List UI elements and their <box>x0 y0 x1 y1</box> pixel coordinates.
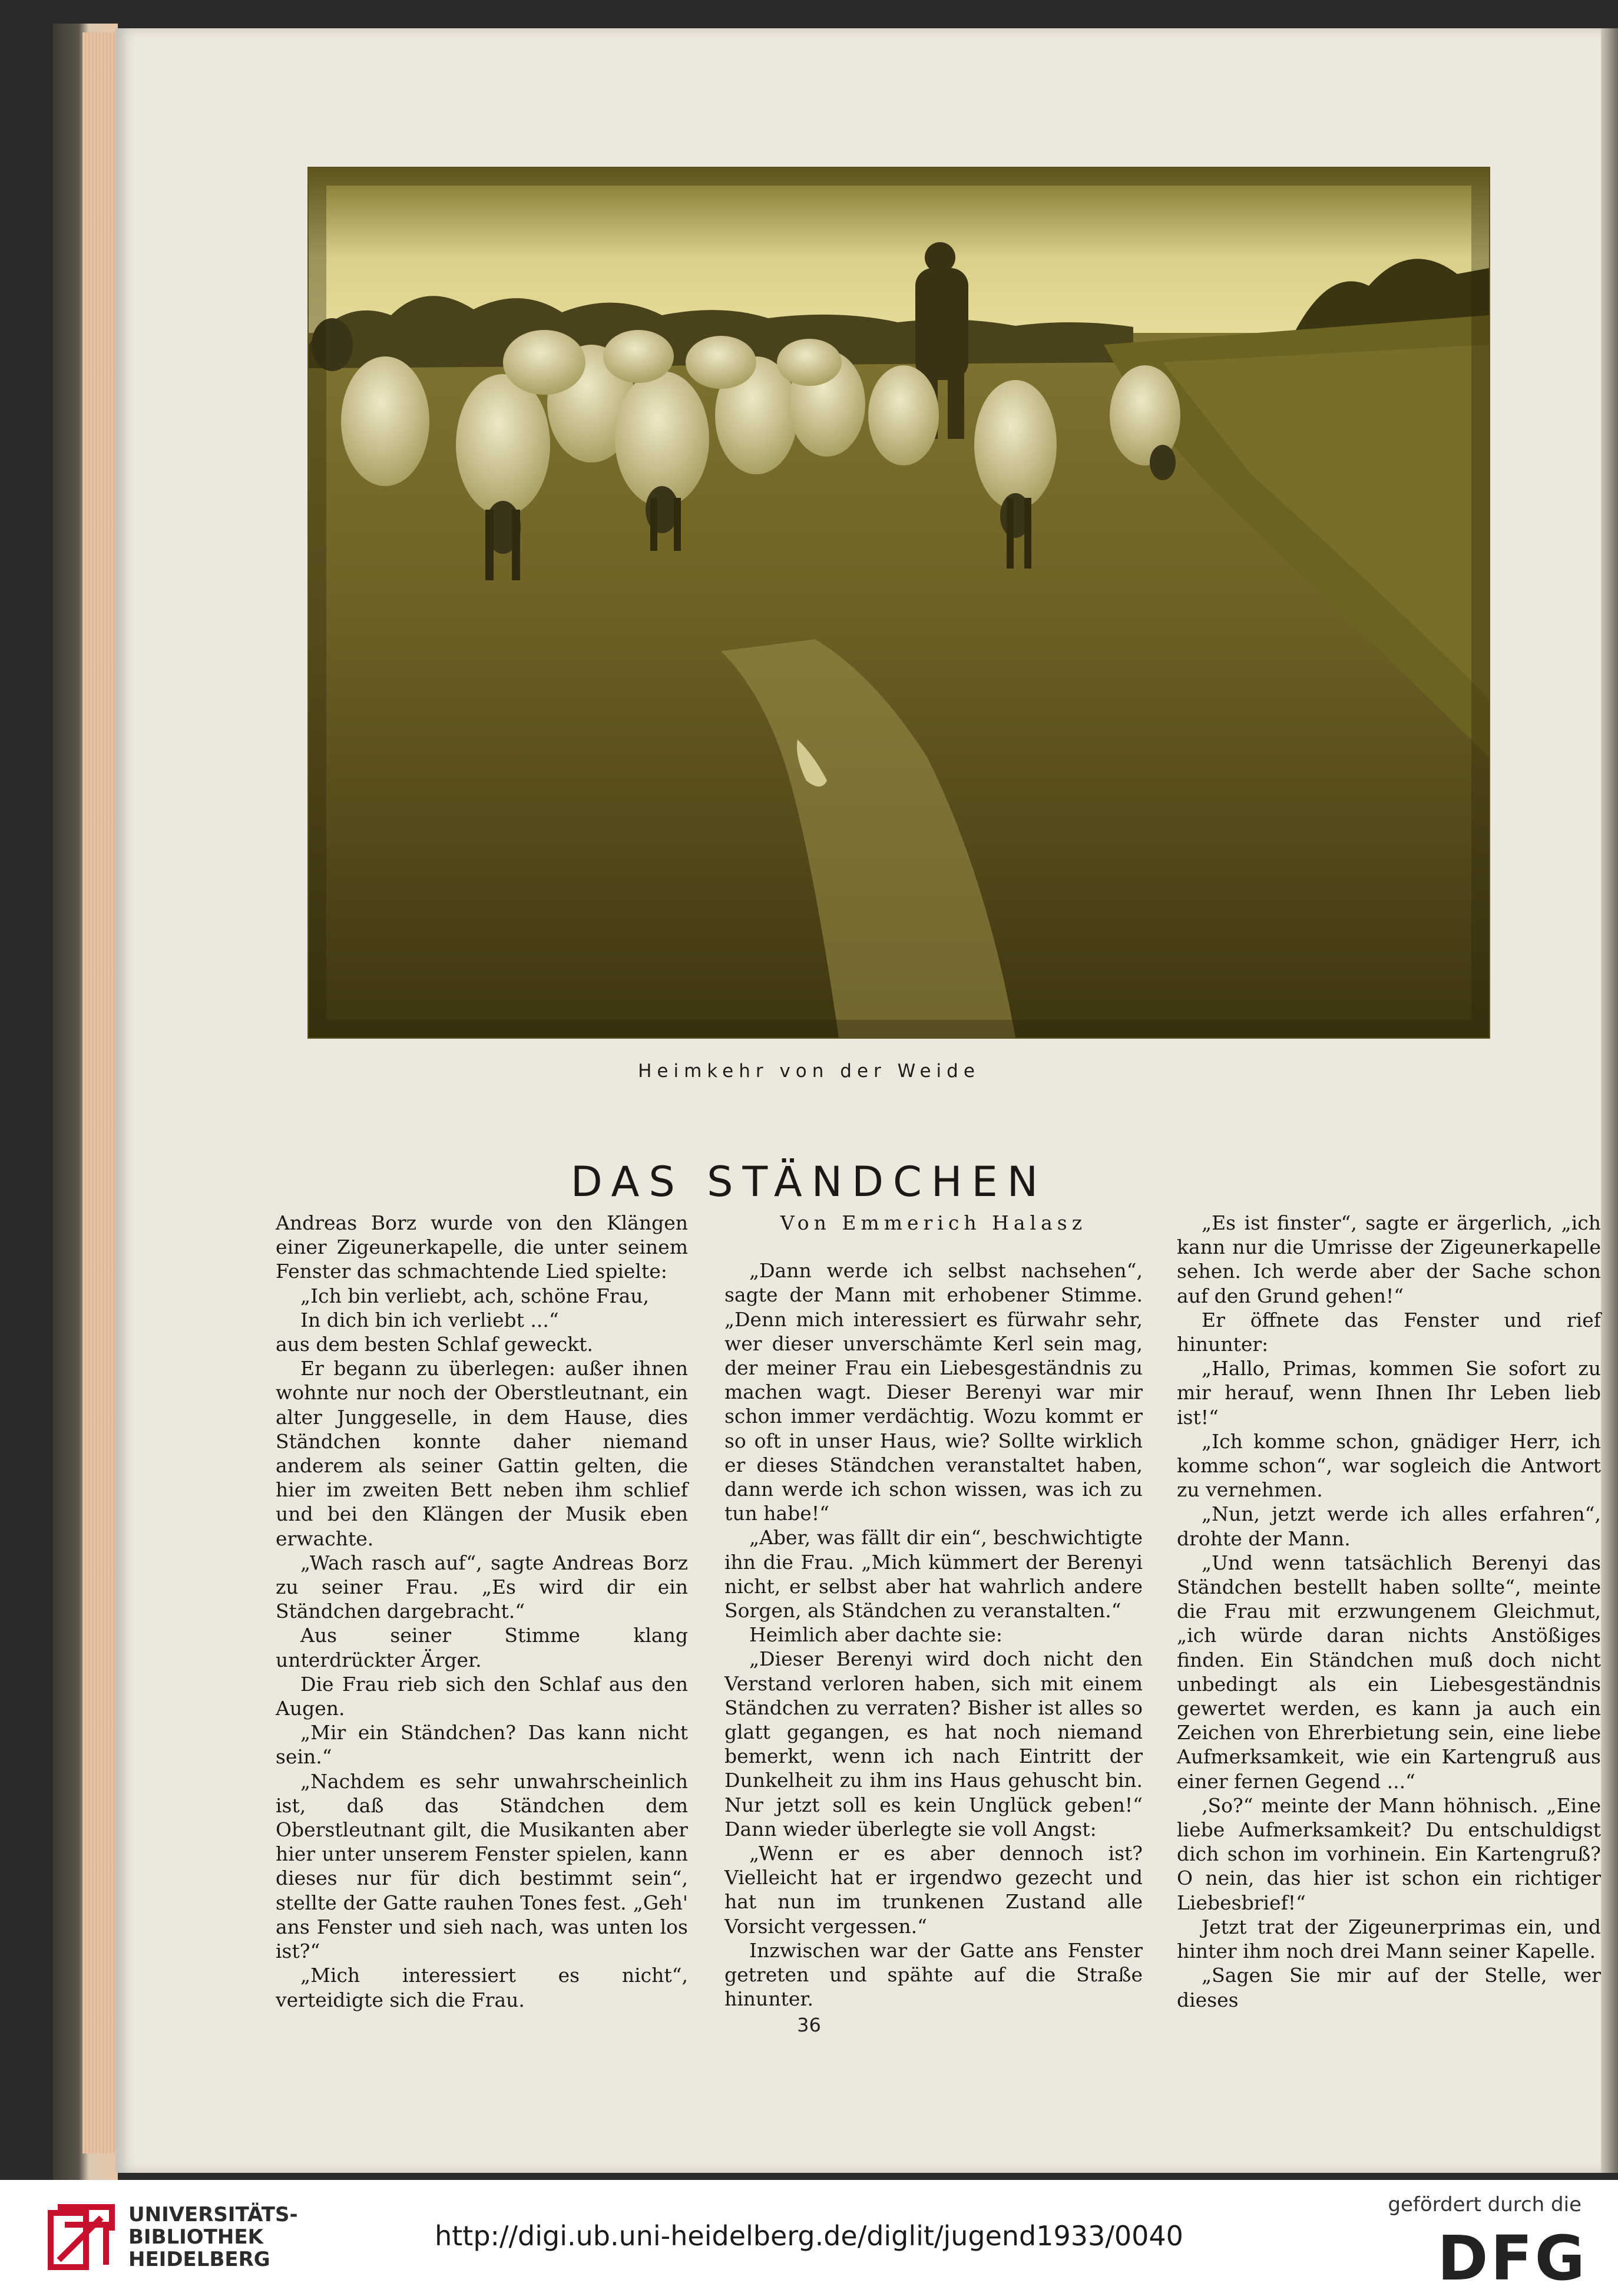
paragraph: „Aber, was fällt dir ein“, beschwichtigte ihn die Frau. „Mich kümmert der Berenyi nicht, er selbst aber hat wahrlich andere Sorgen, als Ständchen zu veranstalten.“ <box>724 1526 1143 1623</box>
paragraph: „Und wenn tatsächlich Berenyi das Ständchen bestellt haben sollte“, meinte die Frau mit erzwungenem Gleichmut, „ich würde daran nichts Anstößiges finden. Ein Ständchen muß doch nicht unbedingt als ein Liebesgeständnis gewertet werden, es kann ja auch ein Zeichen von Ehrerbietung sein, eine liebe Aufmerksamkeit, wie ein Kartengruß aus einer fernen Gegend ...“ <box>1177 1551 1601 1793</box>
paragraph: Aus seiner Stimme klang unterdrückter Ärger. <box>276 1624 688 1671</box>
library-line: HEIDELBERG <box>128 2248 270 2271</box>
library-line: UNIVERSITÄTS- <box>128 2203 298 2226</box>
paragraph: „Sagen Sie mir auf der Stelle, wer dieses <box>1177 1964 1601 2011</box>
paragraph: Er begann zu überlegen: außer ihnen wohnte nur noch der Oberstleutnant, ein alter Junggeselle, in dem Hause, dies Ständchen konnte daher niemand anderem als seiner Gattin gelten, die hier im zweiten Bett neben ihm schlief und bei den Klängen der Musik eben erwachte. <box>276 1357 688 1550</box>
photo-caption: Heimkehr von der Weide <box>638 1061 980 1082</box>
paragraph: Andreas Borz wurde von den Klängen einer Zigeunerkapelle, die unter seinem Fenster das schmachtende Lied spielte: <box>276 1211 688 1283</box>
paragraph: „Mir ein Ständchen? Das kann nicht sein.“ <box>276 1721 688 1769</box>
paragraph: ‚So?“ meinte der Mann höhnisch. „Eine liebe Aufmerksamkeit? Du entschuldigst dich schon im vorhinein. Ein Kartengruß? O nein, das hier ist schon ein richtiger Liebesbrief!“ <box>1177 1793 1601 1914</box>
library-line: BIBLIOTHEK <box>128 2225 263 2249</box>
paragraph: In dich bin ich verliebt ...“ <box>300 1308 559 1332</box>
paragraph: Heimlich aber dachte sie: <box>749 1623 1003 1647</box>
paragraph: „Mich interessiert es nicht“, verteidigte sich die Frau. <box>276 1964 688 2011</box>
text-column-3 <box>1177 1211 1601 2012</box>
paragraph: Jetzt trat der Zigeunerprimas ein, und hinter ihm noch drei Mann seiner Kapelle. <box>1177 1915 1601 1963</box>
paragraph: „Wenn er es aber dennoch ist? Vielleicht hat er irgendwo gezecht und hat nun im trunkenen Zustand alle Vorsicht vergessen.“ <box>724 1842 1143 1938</box>
paragraph: „Nachdem es sehr unwahrscheinlich ist, daß das Ständchen dem Oberstleutnant gilt, die Musikanten aber hier unter unserem Fenster spielen, kann dieses nur für dich bestimmt sein“, stellte der Gatte rauhen Tones fest. „Geh' ans Fenster und sieh nach, was unten los ist?“ <box>276 1769 688 1963</box>
paragraph: „Nun, jetzt werde ich alles erfahren“, drohte der Mann. <box>1177 1502 1601 1550</box>
paragraph: Die Frau rieb sich den Schlaf aus den Augen. <box>276 1672 688 1720</box>
funded-by-text: gefördert durch die <box>1388 2193 1581 2216</box>
paragraph: Inzwischen war der Gatte ans Fenster getreten und spähte auf die Straße hinunter. <box>724 1938 1143 2011</box>
paragraph: „Dieser Berenyi wird doch nicht den Verstand verloren haben, sich mit einem Ständchen zu verraten? Bisher ist alles so glatt gegangen, es hat noch niemand bemerkt, wenn ich nach Eintritt der Dunkelheit zu ihm ins Haus gehuscht bin. Nur jetzt soll es kein Unglück geben!“ Dann wieder überlegte sie voll Angst: <box>724 1647 1143 1841</box>
paragraph: „Es ist finster“, sagte er ärgerlich, „ich kann nur die Umrisse der Zigeunerkapelle sehen. Ich werde aber der Sache schon auf den Grund gehen!“ <box>1177 1211 1601 1307</box>
article-title: DAS STÄNDCHEN <box>570 1158 1048 1206</box>
paragraph: aus dem besten Schlaf geweckt. <box>276 1333 593 1356</box>
paragraph: Er öffnete das Fenster und rief hinunter: <box>1177 1308 1601 1356</box>
paragraph: „Dann werde ich selbst nachsehen“, sagte der Mann mit erhobener Stimme. „Denn mich interessiert es fürwahr sehr, wer dieser unverschämte Kerl sein mag, der meiner Frau ein Liebesgeständnis zu machen wagt. Dieser Berenyi war mir schon immer verdächtig. Wozu kommt er so oft in unser Haus, wie? Sollte wirklich er dieses Ständchen veranstaltet haben, dann werde ich schon wissen, was ich zu tun habe!“ <box>724 1259 1143 1525</box>
paragraph: „Ich komme schon, gnädiger Herr, ich komme schon“, war sogleich die Antwort zu vernehmen. <box>1177 1429 1601 1502</box>
source-url-link[interactable]: http://digi.ub.uni-heidelberg.de/diglit/jugend1933/0040 <box>435 2220 1183 2252</box>
paragraph: „Ich bin verliebt, ach, schöne Frau, <box>300 1284 650 1307</box>
text-column-2 <box>724 1211 1143 2011</box>
paragraph: „Wach rasch auf“, sagte Andreas Borz zu seiner Frau. „Es wird dir ein Ständchen dargebracht.“ <box>276 1551 688 1623</box>
page-right-edge <box>1601 28 1618 2173</box>
page-number: 36 <box>797 2014 821 2036</box>
footer-bar <box>0 2180 1618 2296</box>
byline: Von Emmerich Halasz <box>780 1211 1087 1234</box>
paragraph: „Hallo, Primas, kommen Sie sofort zu mir herauf, wenn Ihnen Ihr Leben lieb ist!“ <box>1177 1357 1601 1429</box>
text-column-1 <box>276 1211 688 2012</box>
photograph-sheep-flock <box>307 167 1490 1039</box>
dfg-logo: DFG <box>1437 2222 1587 2294</box>
